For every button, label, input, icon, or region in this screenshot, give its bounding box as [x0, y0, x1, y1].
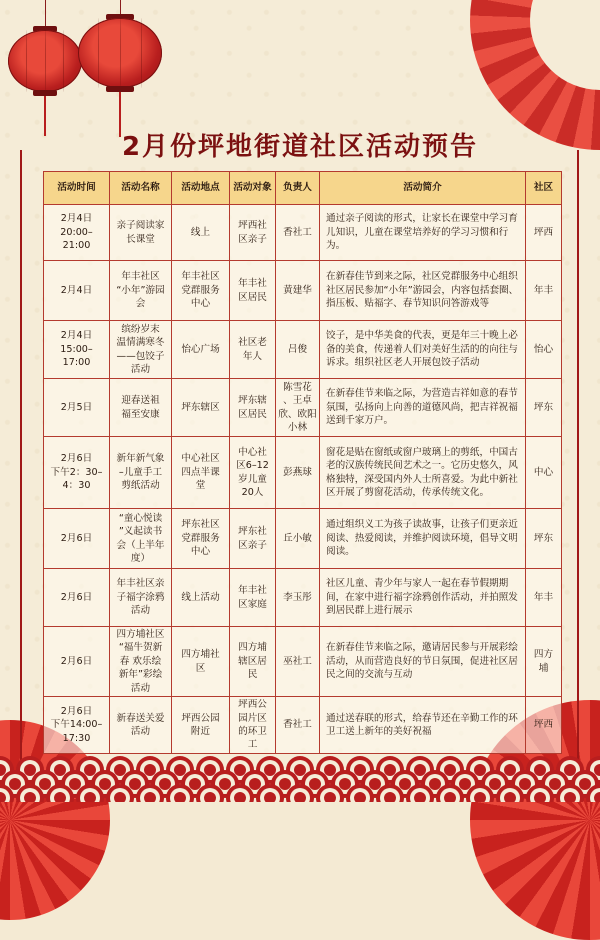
table-row: [44, 627, 562, 697]
cell-owner: 巫社工: [276, 627, 320, 697]
cell-intro: 通过送春联的形式，给春节还在辛勤工作的环卫工送上新年的美好祝福: [320, 697, 526, 754]
wave-arc: [264, 764, 276, 776]
wave-arc: [444, 764, 456, 776]
cell-owner: 丘小敏: [276, 509, 320, 569]
cell-time: 2月6日: [44, 509, 110, 569]
cell-intro: 通过亲子阅读的形式，让家长在课堂中学习育儿知识，儿童在课堂培养好的学习习惯和行为。: [320, 205, 526, 261]
cell-community: 四方 埔: [526, 627, 562, 697]
cell-time: 2月6日: [44, 627, 110, 697]
cell-place: 年丰社区 党群服务 中心: [172, 261, 230, 321]
cell-place: 中心社区 四点半课 堂: [172, 437, 230, 509]
wave-arc: [339, 778, 351, 790]
page-title: 2月份坪地街道社区活动预告: [121, 132, 479, 162]
wave-arc: [309, 778, 321, 790]
cell-intro: 窗花是贴在窗纸或窗户玻璃上的剪纸，中国古老的汉族传统民间艺术之一。它历史悠久，风格独特，深受国内外人士所喜爱。为此中新社区开展了剪窗花活动，传承传统文化。: [320, 437, 526, 509]
wave-arc: [99, 778, 111, 790]
wave-arc: [54, 764, 66, 776]
cell-owner: 香社工: [276, 697, 320, 754]
cell-time: 2月4日: [44, 261, 110, 321]
wave-arc: [24, 764, 36, 776]
cell-community: 坪西: [526, 697, 562, 754]
cell-audience: 坪东辖 区居民: [230, 379, 276, 437]
cell-name: 迎春送祖 福至安康: [110, 379, 172, 437]
table-row: [44, 569, 562, 627]
wave-arc: [579, 778, 591, 790]
cell-time: 2月4日 15:00– 17:00: [44, 321, 110, 379]
cell-audience: 坪西社 区亲子: [230, 205, 276, 261]
wave-arc: [204, 764, 216, 776]
wave-arc: [189, 778, 201, 790]
cell-place: 四方埔社 区: [172, 627, 230, 697]
table-row: [44, 697, 562, 754]
cell-intro: 在新春佳节来临之际，邀请居民参与开展彩绘活动，从而营造良好的节日氛围，促进社区居民之间的交流与互动: [320, 627, 526, 697]
cell-owner: 李玉彤: [276, 569, 320, 627]
header-intro: 活动简介: [320, 172, 526, 205]
table-row: [44, 261, 562, 321]
cell-community: 坪东: [526, 379, 562, 437]
cell-time: 2月6日: [44, 569, 110, 627]
cell-owner: 吕俊: [276, 321, 320, 379]
cell-name: “童心悦读 ”义起读书 会（上半年 度）: [110, 509, 172, 569]
wave-arc: [459, 778, 471, 790]
wave-arc: [174, 764, 186, 776]
cell-name: 四方埔社区 “福牛贺新 春 欢乐绘 新年”彩绘 活动: [110, 627, 172, 697]
cell-owner: 香社工: [276, 205, 320, 261]
wave-arc: [549, 778, 561, 790]
cell-name: 亲子阅读家 长课堂: [110, 205, 172, 261]
cell-time: 2月4日 20:00– 21:00: [44, 205, 110, 261]
wave-arc: [369, 778, 381, 790]
table-row: [44, 437, 562, 509]
cell-owner: 彭燕球: [276, 437, 320, 509]
header-place: 活动地点: [172, 172, 230, 205]
table-row: [44, 321, 562, 379]
cell-place: 坪西公园 附近: [172, 697, 230, 754]
cell-place: 怡心广场: [172, 321, 230, 379]
cell-name: 年丰社区亲 子福字涂鸦 活动: [110, 569, 172, 627]
wave-arc: [564, 764, 576, 776]
cell-community: 怡心: [526, 321, 562, 379]
frame-line-right: [577, 150, 579, 770]
wave-arc: [159, 778, 171, 790]
header-audience: 活动对象: [230, 172, 276, 205]
table-row: [44, 509, 562, 569]
cell-name: 新年新气象 –儿童手工 剪纸活动: [110, 437, 172, 509]
cell-name: 年丰社区 “小年”游园 会: [110, 261, 172, 321]
wave-arc: [39, 778, 51, 790]
cell-community: 年丰: [526, 261, 562, 321]
cell-community: 年丰: [526, 569, 562, 627]
cell-owner: 陈雪花 、王卓 欣、欧阳 小林: [276, 379, 320, 437]
cell-intro: 在新春佳节到来之际，社区党群服务中心组织社区居民参加“小年”游园会，内容包括套圈、指压板、贴福字、春节知识问答游戏等: [320, 261, 526, 321]
cell-time: 2月5日: [44, 379, 110, 437]
cell-audience: 坪西公 园片区 的环卫 工: [230, 697, 276, 754]
header-name: 活动名称: [110, 172, 172, 205]
cell-place: 坪东社区 党群服务 中心: [172, 509, 230, 569]
cell-audience: 四方埔 辖区居 民: [230, 627, 276, 697]
cell-community: 坪西: [526, 205, 562, 261]
wave-arc: [294, 764, 306, 776]
cell-name: 新春送关爱 活动: [110, 697, 172, 754]
wave-arc: [69, 778, 81, 790]
cell-intro: 社区儿童、青少年与家人一起在春节假期期间，在家中进行福字涂鸦创作活动，并拍照发到居民群上进行展示: [320, 569, 526, 627]
wave-arc: [84, 764, 96, 776]
frame-line-left: [20, 150, 22, 770]
wave-arc: [519, 778, 531, 790]
table-row: [44, 379, 562, 437]
activity-schedule-table: [43, 171, 562, 754]
wave-arc: [474, 764, 486, 776]
table-row: [44, 205, 562, 261]
cell-intro: 饺子，是中华美食的代表，更是年三十晚上必备的美食，传递着人们对美好生活的的向往与诉求。组织社区老人开展包饺子活动: [320, 321, 526, 379]
wave-arc: [429, 778, 441, 790]
cell-time: 2月6日 下午14:00– 17:30: [44, 697, 110, 754]
wave-arc: [489, 778, 501, 790]
wave-arc: [399, 778, 411, 790]
cell-audience: 年丰社 区家庭: [230, 569, 276, 627]
header-community: 社区: [526, 172, 562, 205]
wave-arc: [9, 778, 21, 790]
wave-arc: [384, 764, 396, 776]
cell-audience: 年丰社 区居民: [230, 261, 276, 321]
wave-arc: [234, 764, 246, 776]
cell-audience: 坪东社 区亲子: [230, 509, 276, 569]
wave-arc: [114, 764, 126, 776]
wave-arc: [414, 764, 426, 776]
wave-arc: [249, 778, 261, 790]
cell-place: 线上: [172, 205, 230, 261]
wave-arc: [129, 778, 141, 790]
header-owner: 负责人: [276, 172, 320, 205]
table-header-row: [44, 172, 562, 205]
cell-audience: 中心社 区6–12 岁儿童 20人: [230, 437, 276, 509]
wave-arc: [279, 778, 291, 790]
wave-arc: [324, 764, 336, 776]
cell-place: 坪东辖区: [172, 379, 230, 437]
cell-place: 线上活动: [172, 569, 230, 627]
cell-intro: 在新春佳节来临之际，为营造吉祥如意的春节氛围，弘扬向上向善的道德风尚，把吉祥祝福送到千家万户。: [320, 379, 526, 437]
header-time: 活动时间: [44, 172, 110, 205]
wave-arc: [504, 764, 516, 776]
cell-intro: 通过组织义工为孩子读故事，让孩子们更亲近阅读、热爱阅读，并维护阅读环境，倡导文明阅读。: [320, 509, 526, 569]
wave-decoration: [0, 752, 600, 802]
cell-audience: 社区老 年人: [230, 321, 276, 379]
cell-owner: 黄建华: [276, 261, 320, 321]
cell-time: 2月6日 下午2：30– 4：30: [44, 437, 110, 509]
cell-community: 坪东: [526, 509, 562, 569]
cell-name: 缤纷岁末 温情满寒冬 ——包饺子 活动: [110, 321, 172, 379]
wave-arc: [534, 764, 546, 776]
wave-arc: [219, 778, 231, 790]
cell-community: 中心: [526, 437, 562, 509]
wave-arc: [144, 764, 156, 776]
wave-arc: [354, 764, 366, 776]
